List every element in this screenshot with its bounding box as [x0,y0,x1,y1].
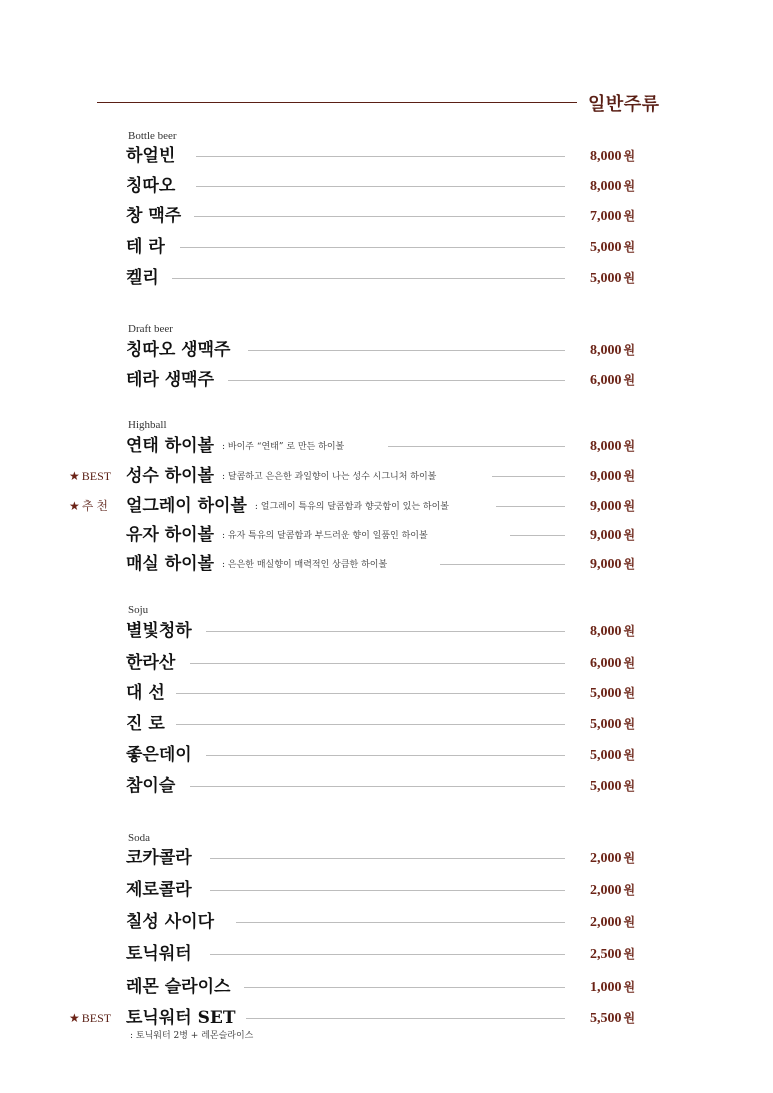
menu-item [0,616,773,646]
item-price: 6,000 원 [590,656,636,671]
dotted-leader [194,216,565,217]
item-name: 토닉워터 SET [126,1008,236,1028]
menu-item [0,263,773,293]
page-title: 일반주류 [588,94,660,115]
item-price: 7,000 원 [590,209,636,224]
item-price: 5,000 원 [590,748,636,763]
menu-item [0,201,773,231]
item-description: : 바이주 “연태” 로 만든 하이볼 [222,442,345,452]
item-name: 유자 하이볼 : 유자 특유의 달콤함과 부드러운 향이 일품인 하이볼 [126,525,428,545]
recommend-badge: ★ 추 천 [69,499,108,513]
item-price: 8,000 원 [590,343,636,358]
item-name: 창 맥주 [126,206,182,226]
item-price: 8,000 원 [590,179,636,194]
item-name: 참이슬 [126,776,176,796]
item-price: 5,000 원 [590,240,636,255]
item-name: 대 선 [126,683,165,703]
item-price: 8,000 원 [590,624,636,639]
menu-item [0,907,773,937]
dotted-leader [236,922,565,923]
item-price: 2,000 원 [590,915,636,930]
dotted-leader [496,506,565,507]
item-name: 하얼빈 [126,146,176,166]
dotted-leader [190,663,565,664]
dotted-leader [244,987,565,988]
item-price: 8,000 원 [590,149,636,164]
section-label-highball: Highball [128,419,167,431]
dotted-leader [210,890,565,891]
section-label-soda: Soda [128,832,150,844]
menu-item [0,141,773,171]
item-price: 2,500 원 [590,947,636,962]
menu-item [0,709,773,739]
dotted-leader [176,724,565,725]
item-name: 한라산 [126,653,176,673]
dotted-leader [180,247,565,248]
section-label-draft-beer: Draft beer [128,323,173,335]
menu-item [0,171,773,201]
item-name: 토닉워터 [126,944,192,964]
dotted-leader [228,380,565,381]
menu-item [0,972,773,1002]
dotted-leader [172,278,565,279]
item-price: 9,000 원 [590,557,636,572]
item-price: 5,000 원 [590,271,636,286]
item-name: 진 로 [126,714,165,734]
menu-item [0,549,773,579]
item-name: 좋은데이 [126,745,192,765]
dotted-leader [206,755,565,756]
section-label-bottle-beer: Bottle beer [128,130,177,142]
item-name: 레몬 슬라이스 [126,977,231,997]
menu-item [0,875,773,905]
menu-item [0,678,773,708]
item-price: 2,000 원 [590,851,636,866]
best-badge: ★ BEST [69,469,112,483]
menu-item [0,939,773,969]
item-name: 코카콜라 [126,848,192,868]
item-price: 9,000 원 [590,469,636,484]
menu-item [0,740,773,770]
menu-item [0,843,773,873]
item-price: 9,000 원 [590,499,636,514]
dotted-leader [246,1018,565,1019]
dotted-leader [190,786,565,787]
dotted-leader [210,954,565,955]
item-name: 성수 하이볼 : 달콤하고 은은한 과일향이 나는 성수 시그니처 하이볼 [126,466,437,486]
item-name: 칭따오 [126,176,176,196]
item-name: 켈리 [126,268,159,288]
item-description: : 은은한 매실향이 매력적인 상큼한 하이볼 [222,560,388,570]
dotted-leader [492,476,565,477]
best-badge: ★ BEST [69,1011,112,1025]
item-price: 5,500 원 [590,1011,636,1026]
menu-item [0,520,773,550]
item-price: 5,000 원 [590,717,636,732]
item-name: 칠성 사이다 [126,912,215,932]
dotted-leader [210,858,565,859]
item-name: 매실 하이볼 : 은은한 매실향이 매력적인 상큼한 하이볼 [126,554,388,574]
dotted-leader [248,350,565,351]
star-icon: ★ [69,499,80,513]
dotted-leader [176,693,565,694]
menu-item [0,1003,773,1033]
set-note: : 토닉워터 2병 + 레몬슬라이스 [130,1031,254,1041]
item-name: 테 라 [126,237,165,257]
menu-item [0,461,773,491]
item-name: 별빛청하 [126,621,192,641]
star-icon: ★ [69,1011,80,1025]
item-price: 6,000 원 [590,373,636,388]
menu-item [0,232,773,262]
section-label-soju: Soju [128,604,149,616]
item-price: 1,000 원 [590,980,636,995]
dotted-leader [388,446,565,447]
item-price: 5,000 원 [590,686,636,701]
menu-item [0,771,773,801]
item-name: 제로콜라 [126,880,192,900]
item-name: 칭따오 생맥주 [126,340,231,360]
dotted-leader [206,631,565,632]
menu-item [0,335,773,365]
item-description: : 유자 특유의 달콤함과 부드러운 향이 일품인 하이볼 [222,531,428,541]
menu-item [0,431,773,461]
header-divider [97,102,577,103]
item-description: : 얼그레이 특유의 달콤함과 향긋함이 있는 하이볼 [254,502,449,512]
menu-item [0,491,773,521]
item-price: 5,000 원 [590,779,636,794]
item-name: 테라 생맥주 [126,370,215,390]
dotted-leader [510,535,565,536]
item-name: 얼그레이 하이볼 : 얼그레이 특유의 달콤함과 향긋함이 있는 하이볼 [126,496,449,516]
item-price: 8,000 원 [590,439,636,454]
item-name: 연태 하이볼 : 바이주 “연태” 로 만든 하이볼 [126,436,345,456]
item-price: 9,000 원 [590,528,636,543]
dotted-leader [440,564,565,565]
dotted-leader [196,156,565,157]
menu-item [0,365,773,395]
dotted-leader [196,186,565,187]
item-description: : 달콤하고 은은한 과일향이 나는 성수 시그니처 하이볼 [222,472,437,482]
item-price: 2,000 원 [590,883,636,898]
menu-item [0,648,773,678]
star-icon: ★ [69,469,80,483]
